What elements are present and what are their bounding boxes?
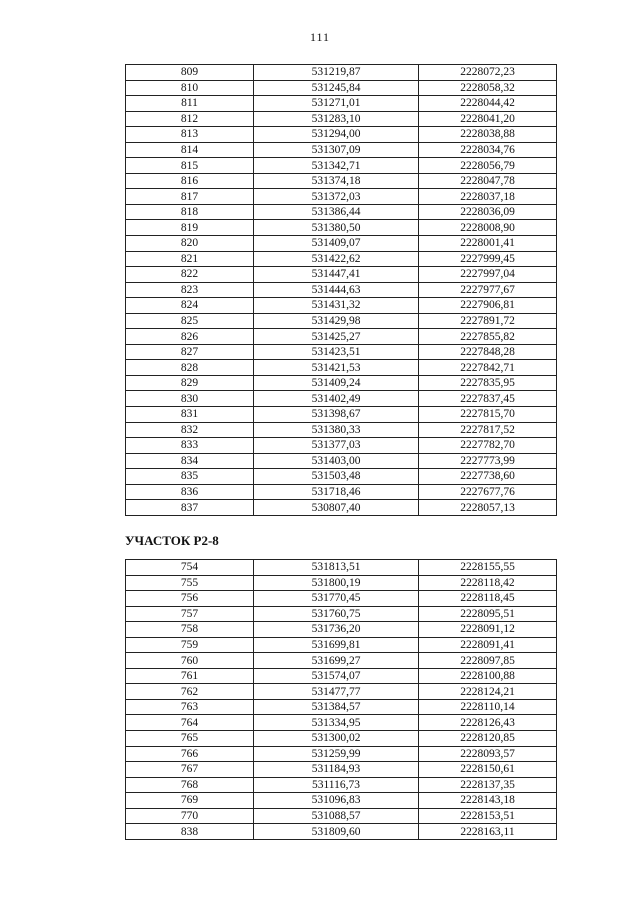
point-number-cell: 829 [126,375,254,391]
y-coordinate-cell: 2228056,79 [419,158,557,174]
point-number-cell: 816 [126,173,254,189]
y-coordinate-cell: 2228072,23 [419,65,557,81]
table-row [126,715,557,731]
x-coordinate-cell: 531699,27 [254,653,419,669]
table-row [126,500,557,516]
y-coordinate-cell: 2228153,51 [419,808,557,824]
x-coordinate-cell: 531380,33 [254,422,419,438]
y-coordinate-cell: 2227891,72 [419,313,557,329]
table-row [126,591,557,607]
point-number-cell: 819 [126,220,254,236]
x-coordinate-cell: 531377,03 [254,438,419,454]
y-coordinate-cell: 2228100,88 [419,668,557,684]
y-coordinate-cell: 2228091,12 [419,622,557,638]
table-row [126,344,557,360]
x-coordinate-cell: 531116,73 [254,777,419,793]
point-number-cell: 838 [126,824,254,840]
point-number-cell: 762 [126,684,254,700]
x-coordinate-cell: 531760,75 [254,606,419,622]
table-row [126,668,557,684]
table-row [126,606,557,622]
point-number-cell: 761 [126,668,254,684]
table-row [126,111,557,127]
x-coordinate-cell: 531503,48 [254,469,419,485]
table-row [126,684,557,700]
x-coordinate-cell: 531271,01 [254,96,419,112]
table-row [126,808,557,824]
y-coordinate-cell: 2228058,32 [419,80,557,96]
point-number-cell: 812 [126,111,254,127]
y-coordinate-cell: 2228126,43 [419,715,557,731]
page-number: 111 [309,30,331,44]
y-coordinate-cell: 2227842,71 [419,360,557,376]
y-coordinate-cell: 2228095,51 [419,606,557,622]
y-coordinate-cell: 2227738,60 [419,469,557,485]
y-coordinate-cell: 2228097,85 [419,653,557,669]
x-coordinate-cell: 530807,40 [254,500,419,516]
x-coordinate-cell: 531444,63 [254,282,419,298]
x-coordinate-cell: 531409,24 [254,375,419,391]
table-row [126,407,557,423]
x-coordinate-cell: 531386,44 [254,204,419,220]
table-row [126,204,557,220]
table-row [126,127,557,143]
table-row [126,653,557,669]
point-number-cell: 810 [126,80,254,96]
y-coordinate-cell: 2228008,90 [419,220,557,236]
point-number-cell: 821 [126,251,254,267]
y-coordinate-cell: 2228001,41 [419,236,557,252]
x-coordinate-cell: 531294,00 [254,127,419,143]
x-coordinate-cell: 531431,32 [254,298,419,314]
point-number-cell: 759 [126,637,254,653]
point-number-cell: 828 [126,360,254,376]
table-row [126,746,557,762]
y-coordinate-cell: 2228120,85 [419,731,557,747]
table-row [126,360,557,376]
table-body [126,65,557,516]
x-coordinate-cell: 531184,93 [254,762,419,778]
x-coordinate-cell: 531736,20 [254,622,419,638]
point-number-cell: 836 [126,484,254,500]
x-coordinate-cell: 531403,00 [254,453,419,469]
y-coordinate-cell: 2227999,45 [419,251,557,267]
x-coordinate-cell: 531380,50 [254,220,419,236]
x-coordinate-cell: 531809,60 [254,824,419,840]
y-coordinate-cell: 2228124,21 [419,684,557,700]
point-number-cell: 823 [126,282,254,298]
table-row [126,777,557,793]
y-coordinate-cell: 2227906,81 [419,298,557,314]
point-number-cell: 756 [126,591,254,607]
x-coordinate-cell: 531342,71 [254,158,419,174]
table-row [126,189,557,205]
y-coordinate-cell: 2228093,57 [419,746,557,762]
table-body [126,560,557,840]
table-row [126,96,557,112]
y-coordinate-cell: 2227835,95 [419,375,557,391]
y-coordinate-cell: 2227837,45 [419,391,557,407]
point-number-cell: 769 [126,793,254,809]
y-coordinate-cell: 2228041,20 [419,111,557,127]
x-coordinate-cell: 531813,51 [254,560,419,576]
x-coordinate-cell: 531422,62 [254,251,419,267]
point-number-cell: 757 [126,606,254,622]
point-number-cell: 831 [126,407,254,423]
point-number-cell: 834 [126,453,254,469]
y-coordinate-cell: 2228150,61 [419,762,557,778]
point-number-cell: 822 [126,267,254,283]
x-coordinate-cell: 531219,87 [254,65,419,81]
table-row [126,142,557,158]
y-coordinate-cell: 2228037,18 [419,189,557,205]
y-coordinate-cell: 2228163,11 [419,824,557,840]
table-row [126,762,557,778]
y-coordinate-cell: 2228036,09 [419,204,557,220]
table-row [126,469,557,485]
x-coordinate-cell: 531429,98 [254,313,419,329]
table-row [126,453,557,469]
table-row [126,220,557,236]
table-row [126,80,557,96]
x-coordinate-cell: 531374,18 [254,173,419,189]
table-row [126,484,557,500]
point-number-cell: 770 [126,808,254,824]
coordinates-table-b [125,559,557,840]
point-number-cell: 817 [126,189,254,205]
table-row [126,65,557,81]
y-coordinate-cell: 2227815,70 [419,407,557,423]
point-number-cell: 768 [126,777,254,793]
point-number-cell: 813 [126,127,254,143]
x-coordinate-cell: 531447,41 [254,267,419,283]
table-row [126,575,557,591]
x-coordinate-cell: 531300,02 [254,731,419,747]
x-coordinate-cell: 531283,10 [254,111,419,127]
x-coordinate-cell: 531574,07 [254,668,419,684]
point-number-cell: 766 [126,746,254,762]
x-coordinate-cell: 531398,67 [254,407,419,423]
point-number-cell: 809 [126,65,254,81]
x-coordinate-cell: 531425,27 [254,329,419,345]
x-coordinate-cell: 531334,95 [254,715,419,731]
point-number-cell: 811 [126,96,254,112]
table-row [126,793,557,809]
point-number-cell: 824 [126,298,254,314]
y-coordinate-cell: 2228034,76 [419,142,557,158]
table-row [126,375,557,391]
point-number-cell: 830 [126,391,254,407]
x-coordinate-cell: 531245,84 [254,80,419,96]
y-coordinate-cell: 2227977,67 [419,282,557,298]
table-row [126,391,557,407]
point-number-cell: 832 [126,422,254,438]
y-coordinate-cell: 2227677,76 [419,484,557,500]
table-row [126,731,557,747]
point-number-cell: 820 [126,236,254,252]
x-coordinate-cell: 531770,45 [254,591,419,607]
table-row [126,158,557,174]
y-coordinate-cell: 2227855,82 [419,329,557,345]
point-number-cell: 763 [126,699,254,715]
table-row [126,824,557,840]
y-coordinate-cell: 2228118,45 [419,591,557,607]
table-row [126,438,557,454]
y-coordinate-cell: 2227773,99 [419,453,557,469]
point-number-cell: 837 [126,500,254,516]
x-coordinate-cell: 531402,49 [254,391,419,407]
table-row [126,173,557,189]
table-row [126,422,557,438]
table-row [126,267,557,283]
x-coordinate-cell: 531800,19 [254,575,419,591]
point-number-cell: 758 [126,622,254,638]
y-coordinate-cell: 2227817,52 [419,422,557,438]
x-coordinate-cell: 531088,57 [254,808,419,824]
table-row [126,560,557,576]
table-row [126,622,557,638]
y-coordinate-cell: 2227782,70 [419,438,557,454]
table-row [126,251,557,267]
point-number-cell: 818 [126,204,254,220]
point-number-cell: 767 [126,762,254,778]
x-coordinate-cell: 531421,53 [254,360,419,376]
table-row [126,329,557,345]
point-number-cell: 835 [126,469,254,485]
section-heading: УЧАСТОК Р2-8 [125,533,219,548]
x-coordinate-cell: 531699,81 [254,637,419,653]
point-number-cell: 754 [126,560,254,576]
coordinates-table-a [125,64,557,516]
point-number-cell: 760 [126,653,254,669]
x-coordinate-cell: 531409,07 [254,236,419,252]
y-coordinate-cell: 2228110,14 [419,699,557,715]
table-row [126,282,557,298]
y-coordinate-cell: 2228137,35 [419,777,557,793]
x-coordinate-cell: 531307,09 [254,142,419,158]
point-number-cell: 833 [126,438,254,454]
table-row [126,313,557,329]
y-coordinate-cell: 2228091,41 [419,637,557,653]
y-coordinate-cell: 2228047,78 [419,173,557,189]
point-number-cell: 815 [126,158,254,174]
point-number-cell: 826 [126,329,254,345]
y-coordinate-cell: 2227848,28 [419,344,557,360]
y-coordinate-cell: 2228155,55 [419,560,557,576]
y-coordinate-cell: 2227997,04 [419,267,557,283]
table-row [126,236,557,252]
point-number-cell: 755 [126,575,254,591]
x-coordinate-cell: 531259,99 [254,746,419,762]
x-coordinate-cell: 531096,83 [254,793,419,809]
point-number-cell: 814 [126,142,254,158]
x-coordinate-cell: 531477,77 [254,684,419,700]
table-row [126,699,557,715]
point-number-cell: 765 [126,731,254,747]
y-coordinate-cell: 2228057,13 [419,500,557,516]
table-row [126,298,557,314]
x-coordinate-cell: 531384,57 [254,699,419,715]
y-coordinate-cell: 2228118,42 [419,575,557,591]
y-coordinate-cell: 2228044,42 [419,96,557,112]
point-number-cell: 827 [126,344,254,360]
point-number-cell: 825 [126,313,254,329]
point-number-cell: 764 [126,715,254,731]
x-coordinate-cell: 531718,46 [254,484,419,500]
y-coordinate-cell: 2228143,18 [419,793,557,809]
x-coordinate-cell: 531423,51 [254,344,419,360]
table-row [126,637,557,653]
y-coordinate-cell: 2228038,88 [419,127,557,143]
x-coordinate-cell: 531372,03 [254,189,419,205]
